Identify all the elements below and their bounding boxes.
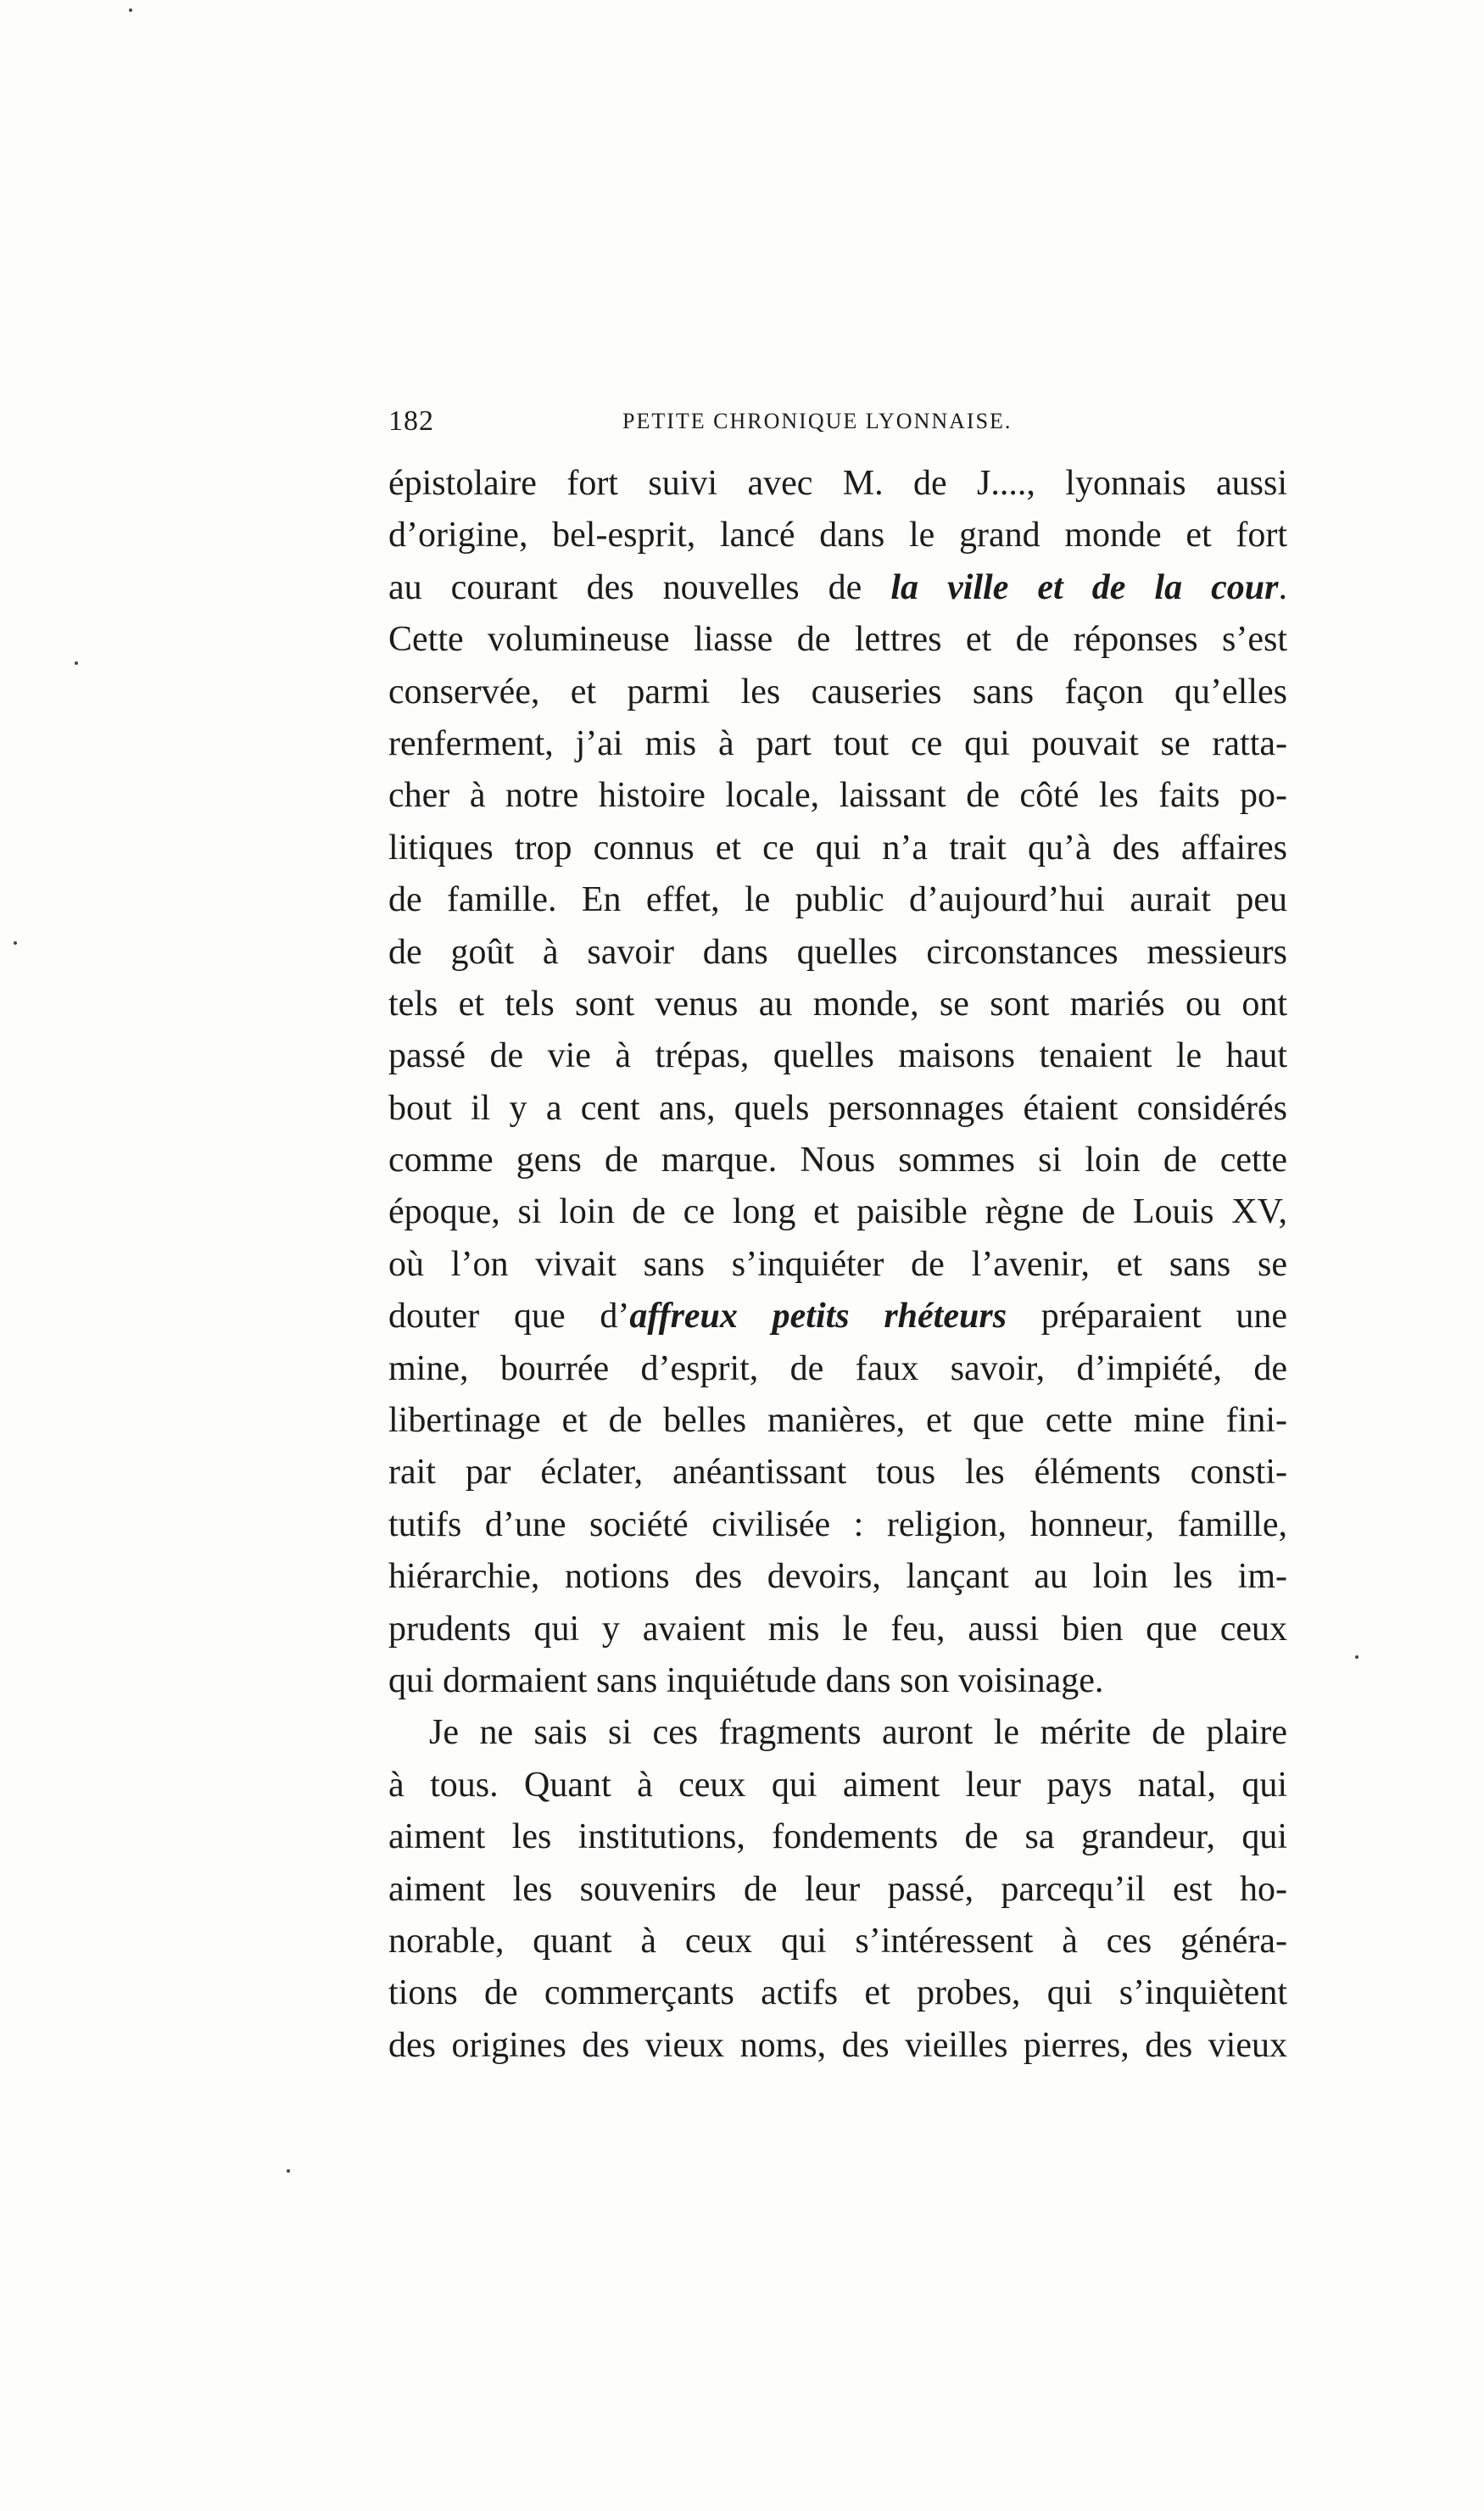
text-line [388,1343,1287,1395]
text-line [388,667,1287,718]
scan-speck [287,2169,290,2173]
text-line-segment: libertinage et de belles manières, et que cette mine fini- [388,1401,1287,1441]
text-line-segment: d’origine, bel-esprit, lancé dans le grand monde et fort [388,516,1287,555]
text-line [388,823,1287,874]
text-line [388,510,1287,561]
text-line [388,1395,1287,1447]
text-line-segment: hiérarchie, notions des devoirs, lançant au loin les im- [388,1557,1287,1597]
text-line-segment: épistolaire fort suivi avec M. de J...., lyonnais aussi [388,464,1287,503]
text-line [388,2020,1287,2072]
text-line-segment: tutifs d’une société civilisée : religion, honneur, famille, [388,1504,1287,1544]
text-line-segment: tels et tels sont venus au monde, se sont mariés ou ont [388,984,1287,1024]
text-line-segment: cher à notre histoire locale, laissant de côté les faits po- [388,776,1287,816]
scan-speck [14,941,17,945]
text-line [388,874,1287,926]
text-line [388,1551,1287,1603]
body-text [388,458,1287,2072]
page-header [388,405,1287,456]
scan-speck [75,661,78,665]
text-line [388,1604,1287,1655]
text-line-segment: préparaient une [1007,1297,1287,1336]
text-line [388,1083,1287,1135]
text-line-segment: passé de vie à trépas, quelles maisons tenaient le haut [388,1036,1287,1076]
text-line-segment: comme gens de marque. Nous sommes si loin de cette [388,1141,1287,1180]
text-line [388,1239,1287,1291]
text-line-segment: conservée, et parmi les causeries sans façon qu’elles [388,672,1287,711]
text-line [388,1760,1287,1811]
page-number: 182 [388,405,434,437]
text-line-segment: norable, quant à ceux qui s’intéressent à ces généra- [388,1921,1287,1961]
text-line [388,1186,1287,1238]
text-line [388,718,1287,770]
text-line [388,1291,1287,1342]
text-line-segment: à tous. Quant à ceux qui aiment leur pays natal, qui [388,1765,1287,1805]
running-title: PETITE CHRONIQUE LYONNAISE. [622,409,1013,433]
text-line [388,1030,1287,1082]
italic-emphasis: la ville et de la cour [890,567,1279,607]
text-line [388,458,1287,510]
text-line-segment: douter que d’ [388,1297,630,1336]
text-line [388,927,1287,979]
text-line [388,1499,1287,1551]
text-line-segment: prudents qui y avaient mis le feu, aussi bien que ceux [388,1609,1287,1649]
text-line-segment: Cette volumineuse liasse de lettres et de réponses s’est [388,620,1287,660]
scan-speck [129,8,132,12]
text-line-segment: . [1278,567,1287,607]
text-line-segment: où l’on vivait sans s’inquiéter de l’avenir, et sans se [388,1244,1287,1284]
text-line [388,1864,1287,1916]
text-line [388,1447,1287,1498]
text-line-segment: aiment les institutions, fondements de sa grandeur, qui [388,1817,1287,1857]
text-line [388,562,1287,614]
text-line [388,614,1287,666]
text-line-segment: renferment, j’ai mis à part tout ce qui pouvait se ratta- [388,723,1287,763]
text-line-segment: mine, bourrée d’esprit, de faux savoir, d’impiété, de [388,1348,1287,1388]
text-line [388,1707,1287,1759]
text-line-segment: des origines des vieux noms, des vieilles pierres, des vieux [388,2025,1287,2065]
text-line-segment: bout il y a cent ans, quels personnages étaient considérés [388,1088,1287,1128]
text-line-segment: de famille. En effet, le public d’aujourd’hui aurait peu [388,880,1287,920]
text-line [388,1916,1287,1967]
text-line-segment: qui dormaient sans inquiétude dans son voisinage. [388,1660,1104,1700]
text-line-segment: au courant des nouvelles de [388,567,891,607]
scan-speck [1355,1655,1358,1659]
text-line [388,1811,1287,1863]
text-line-segment: Je ne sais si ces fragments auront le mérite de plaire [429,1713,1287,1753]
text-line-segment: rait par éclater, anéantissant tous les éléments consti- [388,1453,1287,1493]
text-line-segment: tions de commerçants actifs et probes, qui s’inquiètent [388,1973,1287,2013]
text-line [388,1655,1287,1707]
italic-emphasis: affreux petits rhéteurs [629,1297,1007,1336]
text-line [388,1135,1287,1186]
text-line [388,979,1287,1030]
text-line [388,770,1287,822]
text-line-segment: époque, si loin de ce long et paisible règne de Louis XV, [388,1192,1287,1232]
text-line-segment: aiment les souvenirs de leur passé, parcequ’il est ho- [388,1869,1287,1909]
text-line-segment: de goût à savoir dans quelles circonstances messieurs [388,932,1287,972]
text-line [388,1967,1287,2019]
text-line-segment: litiques trop connus et ce qui n’a trait qu’à des affaires [388,828,1287,868]
